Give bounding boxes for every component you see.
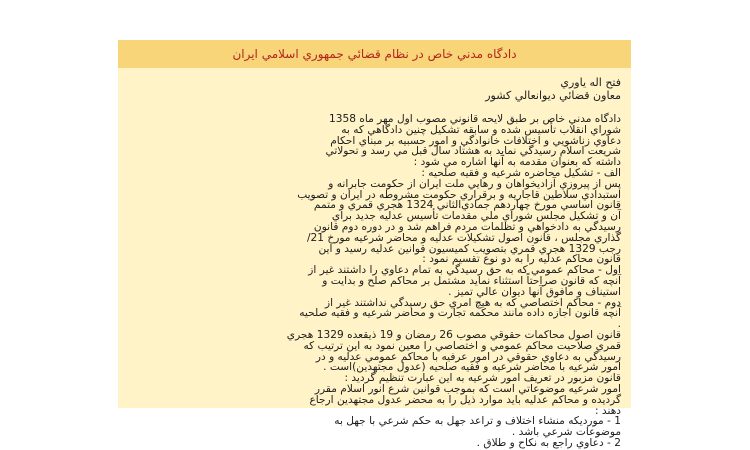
article-content — [118, 68, 631, 449]
author-role: معاون قضائي ديوانعالي کشور — [485, 89, 621, 102]
article-title: دادگاه مدني خاص در نظام قضائي جمهوري اسلامي ايران — [232, 47, 517, 61]
paragraph-1: دادگاه مدني خاص بر طبق لايحه قانوني مصوب اول مهر ماه 1358 شوراي انقلاب تأسيس شده و سابقه تشکيل چنين دادگاهي که به دعاوي زناشويي و اختلافات خانوادگي و امور حسبيه بر مبناي احکام شريعت اسلام رسيدگي نمايد به هشتاد سال قبل مي رسد و تحولاتي داشته که بعنوان مقدمه به آنها اشاره مي شود : الف - تشکيل محاضره شرعيه و فقيه صلحيه : پس از پيروزي آزاديخواهان و رهايي ملت ايران از حکومت جابرانه و استبدادي سلاطين قاجاريه و برقراري حکومت مشروطه در ايران و تصويب قانون اساسي مورخ چهاردهم جمادي‌الثاني 1324 هجري قمري و متمم آن و تشکيل مجلس شوراي ملي مقدمات تأسيس عدليه جديد براي رسيدگي به دادخواهي و تظلمات مردم فراهم شد و در دوره دوم قانون گذاري مجلس ، قانون اصول تشکيلات عدليه و محاضر شرعيه مورخ 21/ رجب 1329 هجري قمري بتصويب کميسيون قوانين عدليه رسيد و اين قانون محاکم عدليه را به دو نوع تقسيم نمود : اول - محاکم عمومي که به حق رسيدگي به تمام دعاوي را داشتند غير از آنچه که قانون صراحتاً استثناء نمايد مشتمل بر محاکم صلح و بدايت و استيناف و مافوق آنها ديوان عالي تميز . دوم - محاکم اختصاصي که به هيچ امري حق رسيدگي نداشتند غير از آنچه قانون اجازه داده مانند محکمه تجارت و محاضر شرعيه و فقيه صلحيه . — [297, 113, 621, 331]
article-panel — [118, 40, 631, 449]
author-name: فتح اله ياوري — [560, 76, 621, 89]
title-bar — [118, 40, 631, 68]
paragraph-2: قانون اصول محاکمات حقوقي مصوب 26 رمضان و 19 ذيقعده 1329 هجري قمري صلاحيت محاکم عمومي و اختصاصي را معين نمود به اين ترتيب که رسيدگي به دعاوي حقوقي در امور عرفيه با محاکم عمومي عدليه و در امور شرعيه با محاضر شرعيه و فقيه صلحيه (عدول مجتهدين)است . قانون مزبور در تعريف امور شرعيه به اين عبارت تنظيم گرديد : امور شرعيه موضوعاتي است که بموجب قوانين شرع انور اسلام مقرر گرديده و محاکم عدليه بايد موارد ذيل را به محضر عدول مجتهدين ارجاع دهند : 1 - مورديکه منشاء اختلاف و تراعد جهل به حکم شرعي با جهل به موضوعات شرعي باشد . 2 - دعاوي راجع به نکاح و طلاق . — [286, 328, 621, 449]
article-body — [128, 114, 621, 449]
